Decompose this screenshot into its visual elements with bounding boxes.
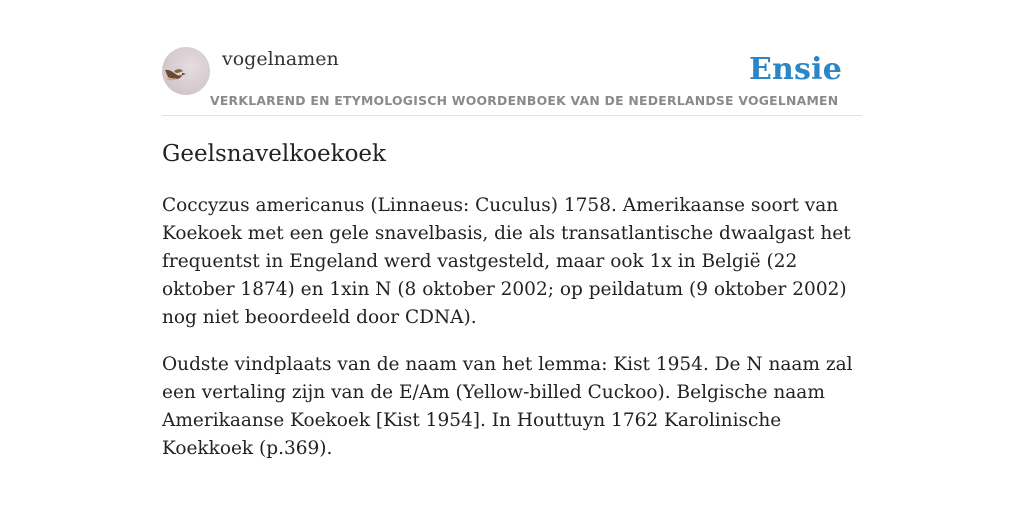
entry-paragraph-1: Coccyzus americanus (Linnaeus: Cuculus) 1758. Amerikaanse soort van Koekoek met een gele snavelbasis, die als transatlantische dwaalgast het frequentst in Engeland werd vastgesteld, maar ook 1x in België (22 oktober 1874) en 1xin N (8 oktober 2002; op peildatum (9 oktober 2002) nog niet beoordeeld door CDNA). xyxy=(162,195,851,328)
site-subtitle: VERKLAREND EN ETYMOLOGISCH WOORDENBOEK VAN DE NEDERLANDSE VOGELNAMEN xyxy=(210,93,839,108)
swallow-bird-photo-icon xyxy=(162,47,210,95)
brand-logo[interactable]: Ensie xyxy=(748,52,842,87)
entry-content xyxy=(162,137,862,463)
entry-paragraph-2: Oudste vindplaats van de naam van het lemma: Kist 1954. De N naam zal een vertaling zijn van de E/Am (Yellow-billed Cuckoo). Belgische naam Amerikaanse Koekoek [Kist 1954]. In Houttuyn 1762 Karolinische Koekkoek (p.369). xyxy=(162,354,853,459)
site-name[interactable]: vogelnamen xyxy=(222,48,339,70)
site-header xyxy=(162,46,862,116)
avatar[interactable] xyxy=(162,47,210,95)
entry-title: Geelsnavelkoekoek xyxy=(162,141,386,167)
